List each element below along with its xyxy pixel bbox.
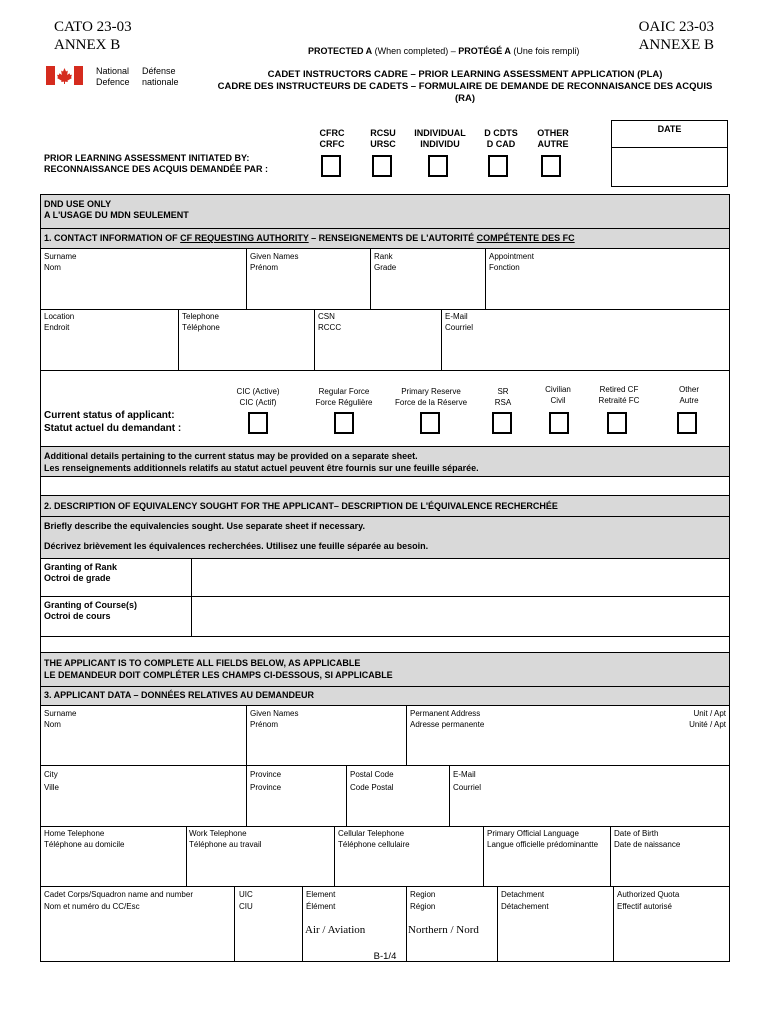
s3-work-phone-input[interactable] bbox=[187, 853, 333, 885]
s3-element-select[interactable]: Air / Aviation bbox=[305, 924, 366, 936]
s3-email-label: E-Mail Courriel bbox=[453, 770, 482, 792]
option-other-label: OTHER AUTRE bbox=[537, 128, 569, 149]
s3-province-label: Province Province bbox=[250, 770, 282, 792]
oaic-reference: OAIC 23-03 ANNEXE B bbox=[638, 19, 714, 53]
section2-instruction-fr: Décrivez brièvement les équivalences recherchées. Utilisez une feuille séparée au besoin. bbox=[44, 541, 429, 551]
s3-cadet-corps-input[interactable] bbox=[41, 914, 233, 961]
s3-address-input[interactable] bbox=[407, 731, 729, 764]
s3-cell-phone-label: Cellular Telephone Téléphone cellulaire bbox=[338, 829, 410, 849]
status-civilian-label: Civilian Civil bbox=[545, 385, 571, 405]
applicant-notice: THE APPLICANT IS TO COMPLETE ALL FIELDS BELOW, AS APPLICABLE LE DEMANDEUR DOIT COMPLÉTER LES CHAMPS CI-DESSOUS, SI APPLICABLE bbox=[44, 658, 393, 680]
granting-course-label: Granting of Course(s) Octroi de cours bbox=[44, 600, 138, 621]
s3-unit-label: Unit / Apt Unité / Apt bbox=[689, 709, 726, 729]
s1-given-names-input[interactable] bbox=[247, 274, 369, 308]
s1-appointment-label: Appointment Fonction bbox=[489, 252, 534, 272]
dept-name-en: National Defence bbox=[96, 66, 130, 87]
status-cic-label: CIC (Active) CIC (Actif) bbox=[236, 387, 280, 407]
s3-surname-input[interactable] bbox=[41, 731, 245, 764]
status-retired-checkbox[interactable] bbox=[607, 412, 627, 434]
section2-instruction-en: Briefly describe the equivalencies sought. Use separate sheet if necessary. bbox=[44, 521, 365, 531]
granting-rank-input[interactable] bbox=[192, 559, 729, 595]
s3-city-input[interactable] bbox=[41, 794, 245, 825]
s3-postal-code-label: Postal Code Code Postal bbox=[350, 770, 394, 792]
status-sr-label: SR RSA bbox=[494, 387, 512, 407]
dnd-use-only: DND USE ONLY A L'USAGE DU MDN SEULEMENT bbox=[44, 199, 189, 220]
additional-details-note: Additional details pertaining to the current status may be provided on a separate sheet. Les renseignements additionnels relatifs au statut actuel peuvent être fournis sur une feuille séparée. bbox=[44, 451, 479, 473]
s1-rank-label: Rank Grade bbox=[374, 252, 397, 272]
section1-title: 1. CONTACT INFORMATION OF CF REQUESTING AUTHORITY – RENSEIGNEMENTS DE L'AUTORITÉ COMPÉTENTE DES FC bbox=[44, 233, 575, 243]
s1-surname-input[interactable] bbox=[41, 274, 245, 308]
initiated-cfrc-checkbox[interactable] bbox=[321, 155, 341, 177]
s3-detachment-label: Detachment Détachement bbox=[501, 890, 549, 911]
s1-rank-input[interactable] bbox=[371, 274, 484, 308]
s3-given-names-label: Given Names Prénom bbox=[250, 709, 299, 729]
s1-csn-input[interactable] bbox=[315, 334, 440, 369]
status-sr-checkbox[interactable] bbox=[492, 412, 512, 434]
s1-telephone-input[interactable] bbox=[179, 334, 313, 369]
status-civilian-checkbox[interactable] bbox=[549, 412, 569, 434]
s3-quota-input[interactable] bbox=[614, 914, 729, 961]
s3-address-label: Permanent Address Adresse permanente bbox=[410, 709, 485, 729]
s3-cell-phone-input[interactable] bbox=[335, 853, 482, 885]
s3-language-input[interactable] bbox=[484, 853, 609, 885]
dept-name-fr: Défense nationale bbox=[142, 66, 179, 87]
status-cic-checkbox[interactable] bbox=[248, 412, 268, 434]
canada-flag-icon bbox=[46, 66, 83, 85]
date-input[interactable] bbox=[612, 148, 727, 186]
s1-email-label: E-Mail Courriel bbox=[445, 312, 474, 332]
initiated-rcsu-checkbox[interactable] bbox=[372, 155, 392, 177]
option-dcdts-label: D CDTS D CAD bbox=[484, 128, 518, 149]
s3-region-select[interactable]: Northern / Nord bbox=[408, 924, 479, 936]
initiated-dcdts-checkbox[interactable] bbox=[488, 155, 508, 177]
s3-cadet-corps-label: Cadet Corps/Squadron name and number Nom et numéro du CC/Esc bbox=[44, 890, 193, 911]
option-cfrc-label: CFRC CRFC bbox=[319, 128, 345, 149]
s1-telephone-label: Telephone Téléphone bbox=[182, 312, 220, 332]
s3-element-label: Element Élément bbox=[306, 890, 336, 911]
s3-postal-code-input[interactable] bbox=[347, 794, 448, 825]
s1-csn-label: CSN RCCC bbox=[318, 312, 342, 332]
granting-rank-label: Granting of Rank Octroi de grade bbox=[44, 562, 118, 583]
protected-notice: PROTECTED A (When completed) – PROTÉGÉ A (Une fois rempli) bbox=[308, 46, 580, 56]
s3-given-names-input[interactable] bbox=[247, 731, 405, 764]
status-other-label: Other Autre bbox=[678, 385, 699, 405]
s3-work-phone-label: Work Telephone Téléphone au travail bbox=[189, 829, 262, 849]
initiated-other-checkbox[interactable] bbox=[541, 155, 561, 177]
status-regular-force-label: Regular Force Force Régulière bbox=[315, 387, 373, 407]
status-other-checkbox[interactable] bbox=[677, 412, 697, 434]
s1-location-label: Location Endroit bbox=[44, 312, 75, 332]
s1-appointment-input[interactable] bbox=[486, 274, 729, 308]
status-primary-reserve-label: Primary Reserve Force de la Réserve bbox=[394, 387, 468, 407]
form-title: CADET INSTRUCTORS CADRE – PRIOR LEARNING ASSESSMENT APPLICATION (PLA) CADRE DES INSTRUCTEURS DE CADETS – FORMULAIRE DE DEMANDE DE RECONNAISANCE DES ACQUIS (RA) bbox=[217, 69, 713, 104]
status-regular-force-checkbox[interactable] bbox=[334, 412, 354, 434]
status-retired-label: Retired CF Retraité FC bbox=[598, 385, 640, 405]
s3-home-phone-label: Home Telephone Téléphone au domicile bbox=[44, 829, 125, 849]
section2-title: 2. DESCRIPTION OF EQUIVALENCY SOUGHT FOR THE APPLICANT– DESCRIPTION DE L'ÉQUIVALENCE RECHERCHÉE bbox=[44, 501, 558, 511]
page-number: B-1/4 bbox=[373, 951, 397, 962]
s3-email-input[interactable] bbox=[450, 794, 729, 825]
section3-title: 3. APPLICANT DATA – DONNÉES RELATIVES AU DEMANDEUR bbox=[44, 690, 315, 700]
initiated-by-label: PRIOR LEARNING ASSESSMENT INITIATED BY: RECONNAISSANCE DES ACQUIS DEMANDÉE PAR : bbox=[44, 153, 269, 174]
s1-email-input[interactable] bbox=[442, 334, 729, 369]
s3-quota-label: Authorized Quota Effectif autorisé bbox=[617, 890, 680, 911]
current-status-label: Current status of applicant: Statut actuel du demandant : bbox=[44, 410, 182, 434]
s3-province-input[interactable] bbox=[247, 794, 345, 825]
cato-reference: CATO 23-03 ANNEX B bbox=[54, 19, 132, 53]
s3-city-label: City Ville bbox=[44, 770, 59, 792]
s3-language-label: Primary Official Language Langue officielle prédominantte bbox=[487, 829, 599, 849]
s1-surname-label: Surname Nom bbox=[44, 252, 77, 272]
s3-surname-label: Surname Nom bbox=[44, 709, 77, 729]
option-rcsu-label: RCSU URSC bbox=[370, 128, 396, 149]
s3-dob-input[interactable] bbox=[611, 853, 729, 885]
s3-dob-label: Date of Birth Date de naissance bbox=[614, 829, 681, 849]
s3-home-phone-input[interactable] bbox=[41, 853, 185, 885]
s3-region-label: Region Région bbox=[410, 890, 436, 911]
status-primary-reserve-checkbox[interactable] bbox=[420, 412, 440, 434]
granting-course-input[interactable] bbox=[192, 597, 729, 635]
s1-location-input[interactable] bbox=[41, 334, 177, 369]
date-label: DATE bbox=[657, 124, 682, 134]
s3-uic-label: UIC CIU bbox=[239, 890, 253, 911]
s3-uic-input[interactable] bbox=[235, 914, 301, 961]
option-individual-label: INDIVIDUAL INDIVIDU bbox=[414, 128, 466, 149]
s1-given-names-label: Given Names Prénom bbox=[250, 252, 299, 272]
s3-detachment-input[interactable] bbox=[498, 914, 613, 961]
initiated-individual-checkbox[interactable] bbox=[428, 155, 448, 177]
